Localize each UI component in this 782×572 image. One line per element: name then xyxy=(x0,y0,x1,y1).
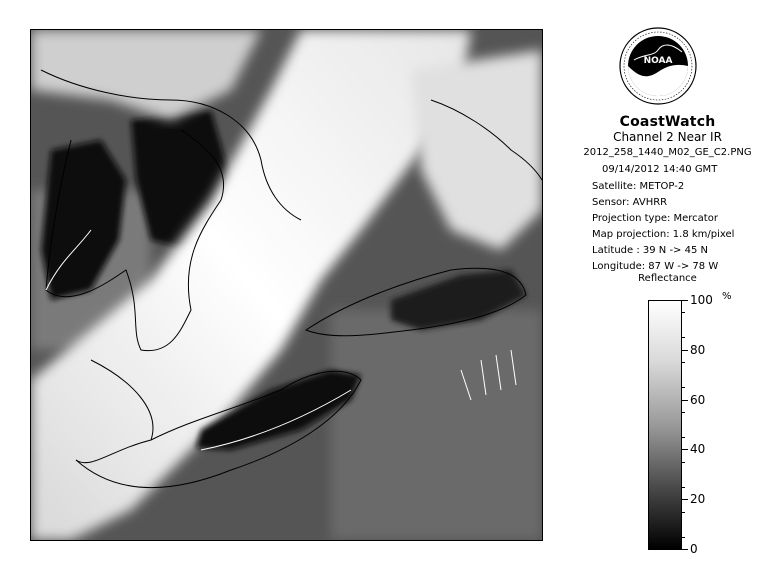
colorbar-tick xyxy=(682,300,688,301)
land-southeast xyxy=(331,310,542,540)
colorbar-minor-tick xyxy=(682,337,685,338)
latitude-info: Latitude : 39 N -> 45 N xyxy=(592,245,708,256)
satellite-info: Satellite: METOP-2 xyxy=(592,181,685,192)
colorbar-minor-tick xyxy=(682,412,685,413)
colorbar-minor-tick xyxy=(682,362,685,363)
colorbar-minor-tick xyxy=(682,487,685,488)
colorbar-tick xyxy=(682,499,688,500)
datetime: 09/14/2012 14:40 GMT xyxy=(602,164,718,175)
satellite-map xyxy=(31,30,542,540)
colorbar-tick xyxy=(682,400,688,401)
channel-label: Channel 2 Near IR xyxy=(613,130,722,144)
colorbar-tick xyxy=(682,449,688,450)
sensor-info: Sensor: AVHRR xyxy=(592,197,668,208)
file-name: 2012_258_1440_M02_GE_C2.PNG xyxy=(583,147,752,158)
colorbar-tick xyxy=(682,549,688,550)
colorbar-tick-label: 60 xyxy=(690,392,706,407)
colorbar-minor-tick xyxy=(682,537,685,538)
colorbar-tick-label: 40 xyxy=(690,442,706,457)
legend-unit: % xyxy=(722,291,732,302)
reflectance-colorbar xyxy=(648,300,682,550)
colorbar-tick xyxy=(682,350,688,351)
longitude-info: Longitude: 87 W -> 78 W xyxy=(592,261,719,272)
map-projection-info: Map projection: 1.8 km/pixel xyxy=(592,229,735,240)
projection-info: Projection type: Mercator xyxy=(592,213,718,224)
colorbar-minor-tick xyxy=(682,387,685,388)
satellite-image-panel xyxy=(30,29,543,541)
legend-title: Reflectance xyxy=(638,273,697,284)
colorbar-minor-tick xyxy=(682,437,685,438)
logo-text: NOAA xyxy=(643,56,673,66)
colorbar-tick-label: 100 xyxy=(690,293,713,307)
colorbar-minor-tick xyxy=(682,512,685,513)
colorbar-tick-label: 80 xyxy=(690,342,706,357)
product-title: CoastWatch xyxy=(619,114,716,130)
noaa-logo xyxy=(618,20,698,112)
colorbar-tick-label: 20 xyxy=(690,492,706,507)
colorbar-tick-label: 0 xyxy=(690,542,698,556)
colorbar-minor-tick xyxy=(682,462,685,463)
colorbar-minor-tick xyxy=(682,312,685,313)
